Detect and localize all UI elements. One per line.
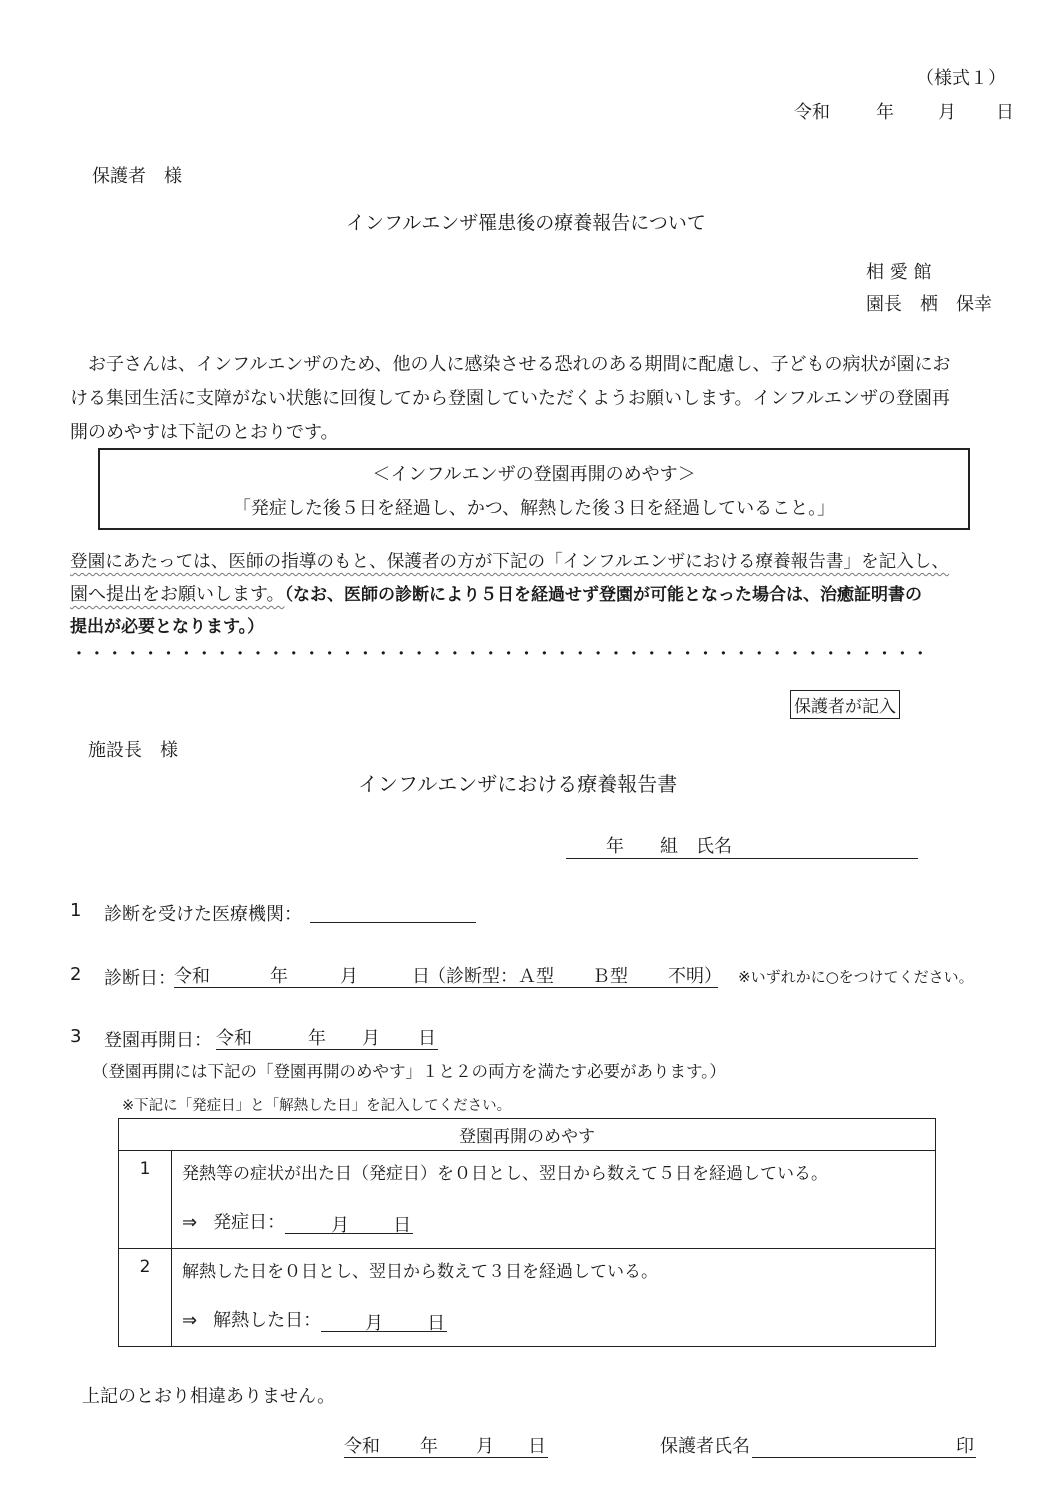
item2-era: 令和 [174, 966, 210, 987]
student-line[interactable] [566, 832, 918, 859]
instruction-request: 園へ提出をお願いします。 [70, 584, 285, 605]
confirmation-text: 上記のとおり相違ありません。 [82, 1386, 336, 1407]
criteria-row-1-input-line [182, 1208, 935, 1234]
criteria-table [118, 1118, 936, 1347]
item2-label: 診断日： [104, 968, 176, 989]
sender-head: 園長 栖 保幸 [866, 294, 992, 315]
guideline-text: 「発症した後５日を経過し、かつ、解熱した後３日を経過していること。」 [232, 498, 836, 519]
guideline-box [98, 448, 970, 530]
item3-month: 月 [362, 1028, 380, 1049]
footer-era: 令和 [344, 1436, 380, 1457]
criteria-row-2-field-label: 解熱した日： [213, 1310, 322, 1331]
student-name-label: 氏名 [696, 836, 732, 857]
instruction-note: （なお、医師の診断により５日を経過せず登園が可能となった場合は、治癒証明書の [284, 585, 923, 605]
item3-number: 3 [70, 1026, 82, 1047]
footer-month: 月 [476, 1436, 494, 1457]
criteria-row-1-field-label: 発症日： [213, 1212, 286, 1233]
signature-date-field[interactable] [344, 1432, 548, 1458]
instruction-line-3: 提出が必要となります。） [70, 617, 265, 637]
table-note: ※下記に「発症日」と「解熱した日」を記入してください。 [122, 1098, 512, 1114]
criteria-row-2-input-line [182, 1306, 935, 1332]
item2-month: 月 [340, 966, 358, 987]
notice-title: インフルエンザ罹患後の療養報告について [346, 212, 706, 234]
item3-year: 年 [308, 1028, 326, 1049]
arrow-icon: ⇒ [182, 1310, 198, 1331]
student-class-label: 組 [660, 836, 678, 857]
fever-end-date-field[interactable] [321, 1309, 447, 1332]
criteria-row-2-text: 解熱した日を０日とし、翌日から数えて３日を経過している。 [182, 1262, 658, 1282]
item3-note: （登園再開には下記の「登園再開のめやす」１と２の両方を満たす必要があります。） [92, 1062, 726, 1081]
notice-recipient: 保護者 様 [92, 166, 182, 187]
item1-number: 1 [70, 900, 82, 921]
instruction-line-1: 登園にあたっては、医師の指導のもと、保護者の方が下記の「インフルエンザにおける療養報告書」を記入し、 [70, 552, 949, 572]
report-title: インフルエンザにおける療養報告書 [358, 772, 678, 796]
guideline-heading: ＜インフルエンザの登園再開のめやす＞ [372, 464, 696, 485]
criteria-row-2-number: 2 [119, 1249, 172, 1347]
item3-return-date-field[interactable] [216, 1024, 438, 1050]
footer-day: 日 [528, 1436, 546, 1457]
notice-date [794, 98, 1014, 124]
item1-institution-field[interactable] [310, 898, 476, 923]
arrow-icon: ⇒ [182, 1212, 198, 1233]
fever-end-month: 月 [365, 1313, 384, 1334]
seal-mark: 印 [956, 1436, 974, 1457]
criteria-row-1-text: 発熱等の症状が出た日（発症日）を０日とし、翌日から数えて５日を経過している。 [182, 1164, 828, 1184]
date-month: 月 [938, 102, 956, 123]
guardian-fill-label: 保護者が記入 [790, 690, 900, 719]
criteria-row-2-body [172, 1249, 936, 1347]
fever-end-day: 日 [427, 1313, 446, 1334]
guardian-name-label: 保護者氏名 [660, 1436, 750, 1457]
item2-note: ※いずれかに○をつけてください。 [738, 968, 974, 986]
criteria-row [119, 1249, 936, 1347]
item3-day: 日 [418, 1028, 436, 1049]
item2-diagnosis-field[interactable] [174, 962, 722, 988]
criteria-row-1-number: 1 [119, 1151, 172, 1249]
item2-type-a[interactable]: （診断型：Ａ型 [428, 966, 554, 987]
item2-year: 年 [270, 966, 288, 987]
student-year-label: 年 [606, 836, 624, 857]
item2-type-b[interactable]: Ｂ型 [592, 966, 628, 987]
date-era: 令和 [794, 102, 830, 123]
item2-type-unknown[interactable]: 不明） [668, 966, 722, 987]
onset-day: 日 [393, 1215, 412, 1236]
cut-line: ・・・・・・・・・・・・・・・・・・・・・・・・・・・・・・・・・・・・・・・・・・・・・・・・ [70, 644, 930, 665]
instruction-line-2 [70, 580, 922, 606]
intro-line-2: ける集団生活に支障がない状態に回復してから登園していただくようお願いします。インフルエンザの登園再 [70, 388, 950, 409]
criteria-row [119, 1151, 936, 1249]
footer-year: 年 [420, 1436, 438, 1457]
intro-line-1: お子さんは、インフルエンザのため、他の人に感染させる恐れのある期間に配慮し、子どもの病状が園にお [88, 354, 951, 375]
item2-number: 2 [70, 964, 82, 985]
item2-day: 日 [412, 966, 430, 987]
onset-date-field[interactable] [285, 1211, 413, 1234]
date-year: 年 [876, 102, 894, 123]
report-recipient: 施設長 様 [88, 740, 178, 761]
item1-label: 診断を受けた医療機関： [104, 904, 302, 925]
date-day: 日 [996, 102, 1014, 123]
criteria-header: 登園再開のめやす [119, 1119, 936, 1151]
criteria-row-1-body [172, 1151, 936, 1249]
item3-era: 令和 [216, 1028, 252, 1049]
guardian-name-field[interactable] [752, 1432, 976, 1458]
sender-org: 相 愛 館 [866, 262, 932, 283]
item3-label: 登園再開日： [104, 1030, 212, 1051]
form-number: （様式１） [916, 68, 1006, 89]
onset-month: 月 [331, 1215, 350, 1236]
intro-line-3: 開のめやすは下記のとおりです。 [70, 422, 339, 443]
